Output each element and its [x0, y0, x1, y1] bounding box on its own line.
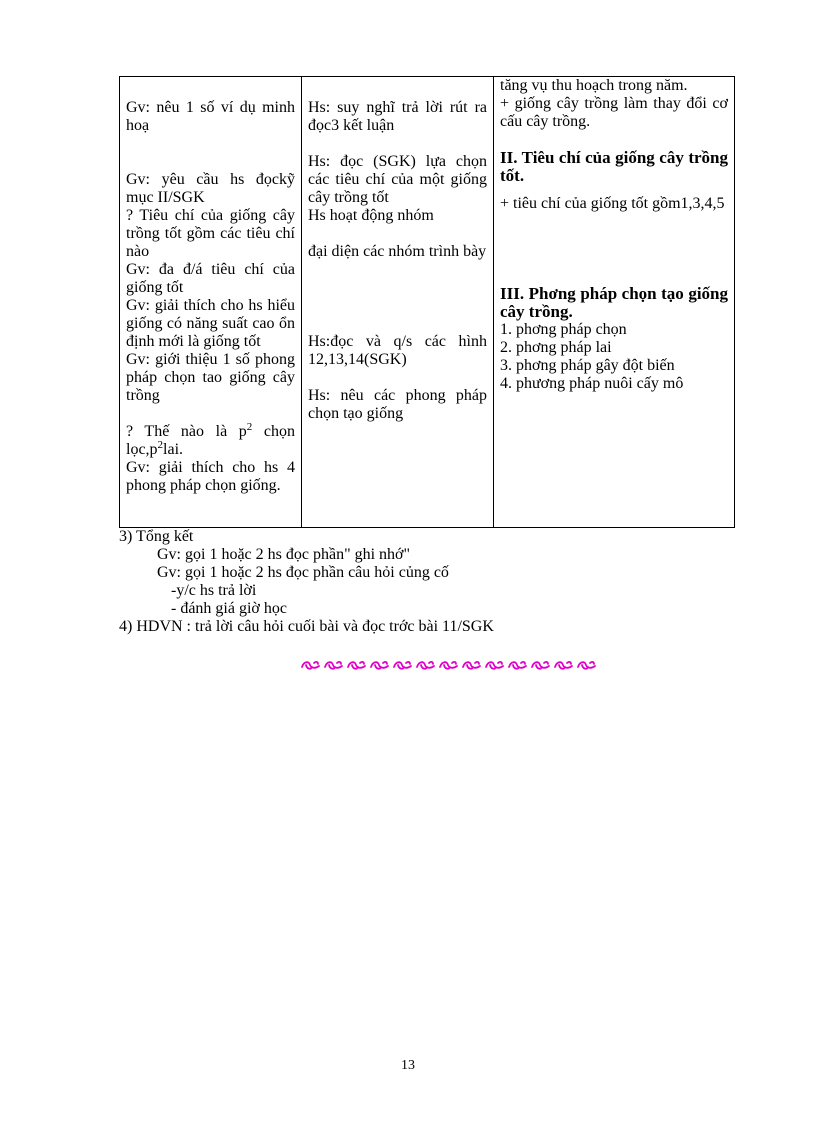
- flourish-icon: [300, 658, 321, 672]
- teacher-question: ? Thế nào là $p^2$ chọn $lọc,p^2lai$.: [126, 421, 295, 458]
- teacher-note: Gv: giải thích cho hs 4 phong pháp chọn giống.: [126, 459, 295, 494]
- summary-line: - đánh giá giờ học: [171, 600, 287, 617]
- summary-line: Gv: gọi 1 hoặc 2 hs đọc phần câu hỏi củng cố: [157, 564, 449, 581]
- student-note: Hs: nêu các phong pháp chọn tạo giống: [308, 387, 487, 422]
- flourish-icon: [392, 658, 413, 672]
- summary-line: Gv: gọi 1 hoặc 2 hs đọc phần" ghi nhớ": [157, 546, 411, 563]
- page-number: 13: [401, 1058, 415, 1073]
- homework-line: 4) HDVN : trả lời câu hỏi cuối bài và đọc trớc bài 11/SGK: [119, 618, 494, 635]
- list-item: 4. phương pháp nuôi cấy mô: [500, 375, 684, 392]
- flourish-icon: [576, 658, 597, 672]
- content-text: + giống cây trồng làm thay đổi cơ cấu cây trồng.: [500, 95, 728, 130]
- flourish-icon: [484, 658, 505, 672]
- teacher-note: Gv: giới thiệu 1 số phong pháp chọn tao giống cây trồng: [126, 351, 295, 404]
- teacher-note: Gv: yêu cầu hs đọckỹ mục II/SGK: [126, 171, 295, 206]
- student-note: đại diện các nhóm trình bày: [308, 243, 487, 260]
- content-text: + tiêu chí của giống tốt gồm1,3,4,5: [500, 195, 725, 212]
- content-cell: [494, 77, 735, 528]
- student-activity-cell: [302, 77, 494, 528]
- flourish-icon: [323, 658, 344, 672]
- decorative-divider: [300, 658, 600, 676]
- teacher-note: Gv: đa đ/á tiêu chí của giống tốt: [126, 261, 295, 296]
- lesson-table: [119, 76, 735, 528]
- flourish-icon: [553, 658, 574, 672]
- list-item: 1. phơng pháp chọn: [500, 321, 627, 338]
- student-note: Hs: đọc (SGK) lựa chọn các tiêu chí của một giống cây trồng tốt: [308, 153, 487, 206]
- flourish-icon: [530, 658, 551, 672]
- section-heading: II. Tiêu chí của giống cây trồng tốt.: [500, 148, 728, 185]
- flourish-icon: [346, 658, 367, 672]
- content-text: tăng vụ thu hoạch trong năm.: [500, 77, 688, 94]
- teacher-note: Gv: nêu 1 số ví dụ minh hoạ: [126, 99, 295, 134]
- summary-heading: 3) Tổng kết: [119, 528, 194, 545]
- flourish-icon: [461, 658, 482, 672]
- teacher-note: Gv: giải thích cho hs hiểu giống có năng suất cao ổn định mới là giống tốt: [126, 297, 295, 350]
- summary-line: -y/c hs trả lời: [171, 582, 257, 599]
- student-note: Hs hoạt động nhóm: [308, 207, 434, 224]
- teacher-question: ? Tiêu chí của giống cây trồng tốt gồm các tiêu chí nào: [126, 207, 295, 260]
- teacher-activity-cell: [120, 77, 302, 528]
- lesson-summary: [119, 528, 739, 636]
- flourish-icon: [507, 658, 528, 672]
- flourish-icon: [369, 658, 390, 672]
- flourish-icon: [415, 658, 436, 672]
- list-item: 2. phơng pháp lai: [500, 339, 612, 356]
- student-note: Hs:đọc và q/s các hình 12,13,14(SGK): [308, 333, 487, 368]
- flourish-icon: [438, 658, 459, 672]
- section-heading: III. Phơng pháp chọn tạo giống cây trồng.: [500, 284, 728, 321]
- student-note: Hs: suy nghĩ trả lời rút ra đọc3 kết luận: [308, 99, 487, 134]
- table-row: [120, 77, 735, 528]
- list-item: 3. phơng pháp gây đột biến: [500, 357, 675, 374]
